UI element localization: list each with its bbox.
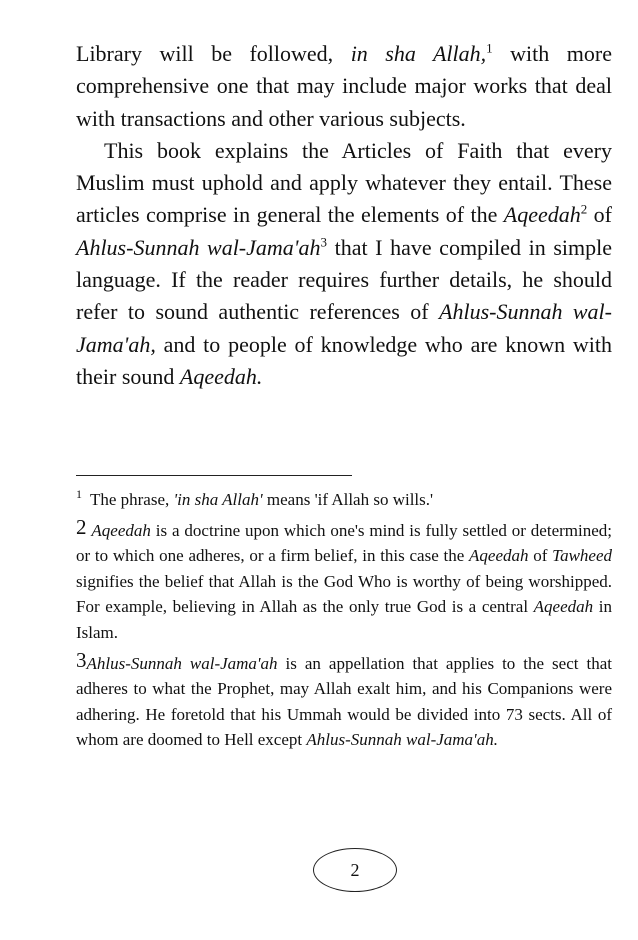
main-text: [76, 38, 612, 393]
footnote-2: [76, 514, 612, 646]
footnote-3-text-a: is an appellation that applies to the sect that adheres to what the Prophet, may Allah exalt him, and his Companions were adhering. He foretold that his Ummah would be divided into 73 sects. All of whom are doomed to Hell except: [76, 653, 612, 750]
paragraph-2-text-d: and to people of knowledge who are known with their sound: [76, 331, 612, 389]
paragraph-1: [76, 38, 612, 135]
footnote-1-text-b: means 'if Allah so wills.': [262, 490, 434, 509]
footnote-2-mark: 2: [76, 514, 87, 539]
paragraph-2-italic-d: Aqeedah.: [179, 363, 263, 389]
footnote-1-italic-a: 'in sha Allah': [173, 490, 263, 509]
page-number-label: 2: [350, 859, 360, 880]
footnote-1: [76, 487, 612, 513]
paragraph-2-text-b: of: [587, 202, 612, 228]
footnotes: [76, 487, 612, 758]
footnote-ref-1[interactable]: 1: [486, 40, 493, 56]
page-number: [313, 848, 397, 892]
footnote-ref-3[interactable]: 3: [320, 234, 327, 250]
footnote-ref-2[interactable]: 2: [580, 202, 588, 218]
footnote-2-italic-a: Aqeedah: [91, 520, 151, 540]
footnote-2-text-c: signifies the belief that Allah is the God Who is worthy of being worshipped. For example, believing in Allah as the only true God is a central: [76, 571, 612, 617]
paragraph-1-italic-a: in sha Allah,: [350, 41, 487, 66]
paragraph-2: [76, 135, 612, 393]
footnote-3-mark: 3: [76, 647, 87, 672]
footnote-3-italic-b: Ahlus-Sunnah wal-Jama'ah.: [306, 730, 498, 750]
footnote-3-italic-a: Ahlus-Sunnah wal-Jama'ah: [86, 653, 278, 673]
footnote-2-text-b: of: [528, 546, 553, 566]
footnote-1-text-a: The phrase,: [86, 490, 174, 509]
footnote-2-italic-c: Tawheed: [552, 546, 612, 566]
footnote-2-italic-b: Aqeedah: [469, 546, 529, 566]
footnote-2-text-a: is a doctrine upon which one's mind is fully settled or determined; or to which one adheres, or a firm belief, in this case the: [76, 520, 612, 566]
paragraph-2-text-c: that I have compiled in simple language. If the reader requires further details, he should refer to sound authentic references of: [76, 234, 612, 325]
footnote-1-mark: 1: [76, 487, 82, 502]
paragraph-1-text-a: Library will be followed,: [76, 41, 351, 66]
paragraph-2-italic-c: Ahlus-Sunnah wal-Jama'ah,: [76, 299, 612, 357]
footnote-2-italic-d: Aqeedah: [533, 597, 594, 617]
paragraph-2-italic-b: Ahlus-Sunnah wal-Jama'ah: [76, 234, 321, 260]
paragraph-1-text-b: with more comprehensive one that may include major works that deal with transactions and other various subjects.: [76, 41, 612, 131]
paragraph-2-italic-a: Aqeedah: [503, 202, 581, 228]
footnote-divider: [76, 475, 352, 476]
footnote-3: [76, 647, 612, 753]
footnote-2-text-d: in Islam.: [76, 597, 612, 642]
paragraph-2-text-a: This book explains the Articles of Faith that every Muslim must uphold and apply whatever they entail. These articles comprise in general the elements of the: [76, 137, 612, 228]
